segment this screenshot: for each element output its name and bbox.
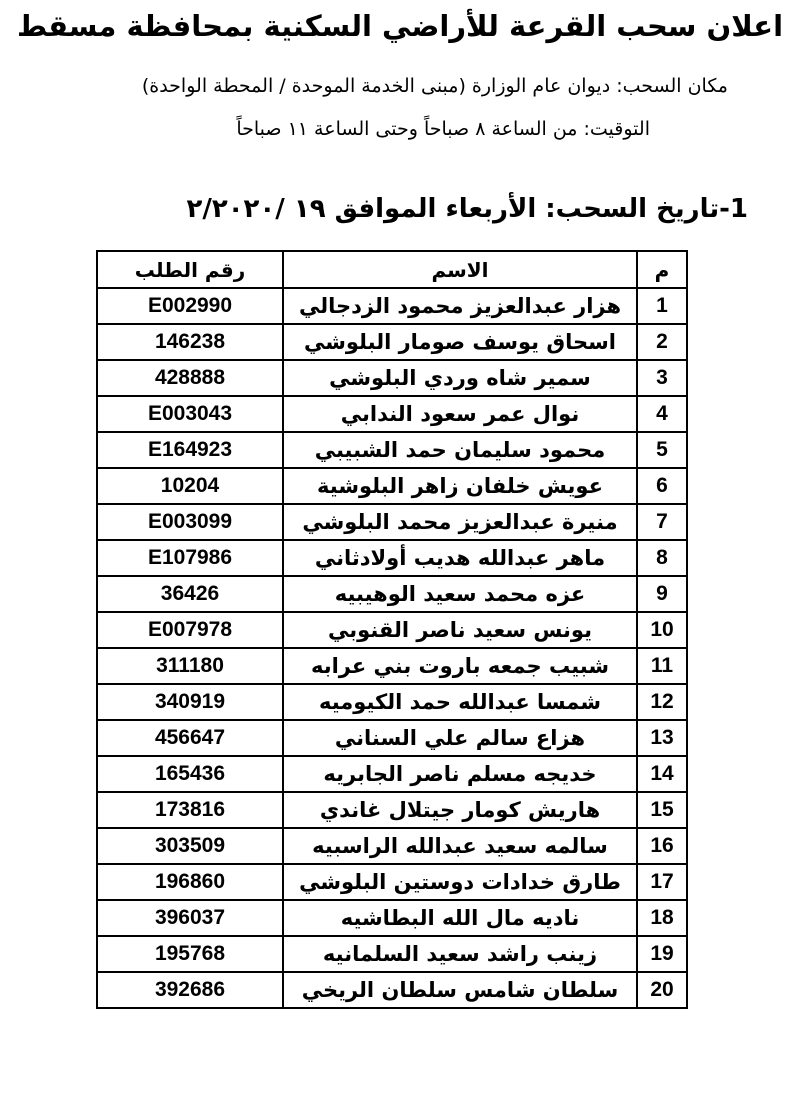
table-row xyxy=(97,540,687,576)
row-number: 1 xyxy=(637,288,687,324)
applicant-name: نوال عمر سعود الندابي xyxy=(283,396,637,432)
row-number: 5 xyxy=(637,432,687,468)
table-row xyxy=(97,792,687,828)
table-row xyxy=(97,360,687,396)
draw-timing: التوقيت: من الساعة ٨ صباحاً وحتى الساعة ١١ صباحاً xyxy=(236,118,650,140)
table-body xyxy=(97,288,687,1008)
applicant-name: سالمه سعيد عبدالله الراسبيه xyxy=(283,828,637,864)
applicant-name: هاريش كومار جيتلال غاندي xyxy=(283,792,637,828)
table-row xyxy=(97,936,687,972)
applicant-name: سلطان شامس سلطان الريخي xyxy=(283,972,637,1008)
applicant-name: منيرة عبدالعزيز محمد البلوشي xyxy=(283,504,637,540)
table-header-row xyxy=(97,251,687,288)
applicant-name: هزاع سالم علي السناني xyxy=(283,720,637,756)
header-name: الاسم xyxy=(283,251,637,288)
row-number: 12 xyxy=(637,684,687,720)
draw-date-heading: 1-تاريخ السحب: الأربعاء الموافق ١٩ /٢/٢٠٢٠ xyxy=(186,194,748,224)
row-number: 7 xyxy=(637,504,687,540)
application-number: 311180 xyxy=(97,648,283,684)
application-number: 10204 xyxy=(97,468,283,504)
table-row xyxy=(97,684,687,720)
applicant-name: خديجه مسلم ناصر الجابريه xyxy=(283,756,637,792)
row-number: 8 xyxy=(637,540,687,576)
table-row xyxy=(97,504,687,540)
applicant-name: سمير شاه وردي البلوشي xyxy=(283,360,637,396)
row-number: 11 xyxy=(637,648,687,684)
table-row xyxy=(97,612,687,648)
applicant-name: شمسا عبدالله حمد الكيوميه xyxy=(283,684,637,720)
applicant-name: عويش خلفان زاهر البلوشية xyxy=(283,468,637,504)
applicant-name: زينب راشد سعيد السلمانيه xyxy=(283,936,637,972)
table-row xyxy=(97,864,687,900)
row-number: 15 xyxy=(637,792,687,828)
row-number: 20 xyxy=(637,972,687,1008)
application-number: 36426 xyxy=(97,576,283,612)
applicant-name: محمود سليمان حمد الشبيبي xyxy=(283,432,637,468)
row-number: 3 xyxy=(637,360,687,396)
table-row xyxy=(97,828,687,864)
row-number: 13 xyxy=(637,720,687,756)
application-number: E003099 xyxy=(97,504,283,540)
table-row xyxy=(97,468,687,504)
application-number: E164923 xyxy=(97,432,283,468)
table-row xyxy=(97,972,687,1008)
application-number: E002990 xyxy=(97,288,283,324)
table-row xyxy=(97,396,687,432)
applicant-name: هزار عبدالعزيز محمود الزدجالي xyxy=(283,288,637,324)
table-row xyxy=(97,900,687,936)
applicant-name: ناديه مال الله البطاشيه xyxy=(283,900,637,936)
row-number: 16 xyxy=(637,828,687,864)
applicant-name: ماهر عبدالله هديب أولادثاني xyxy=(283,540,637,576)
application-number: 165436 xyxy=(97,756,283,792)
table-row xyxy=(97,720,687,756)
application-number: 456647 xyxy=(97,720,283,756)
applicant-name: عزه محمد سعيد الوهيبيه xyxy=(283,576,637,612)
application-number: 196860 xyxy=(97,864,283,900)
table-row xyxy=(97,756,687,792)
application-number: 428888 xyxy=(97,360,283,396)
row-number: 6 xyxy=(637,468,687,504)
application-number: E107986 xyxy=(97,540,283,576)
application-number: 146238 xyxy=(97,324,283,360)
row-number: 14 xyxy=(637,756,687,792)
row-number: 19 xyxy=(637,936,687,972)
application-number: 396037 xyxy=(97,900,283,936)
draw-location: مكان السحب: ديوان عام الوزارة (مبنى الخدمة الموحدة / المحطة الواحدة) xyxy=(141,75,728,97)
table-row xyxy=(97,324,687,360)
application-number: 392686 xyxy=(97,972,283,1008)
applicant-name: طارق خدادات دوستين البلوشي xyxy=(283,864,637,900)
table-row xyxy=(97,576,687,612)
row-number: 9 xyxy=(637,576,687,612)
row-number: 18 xyxy=(637,900,687,936)
application-number: E003043 xyxy=(97,396,283,432)
row-number: 10 xyxy=(637,612,687,648)
application-number: 173816 xyxy=(97,792,283,828)
header-application-number: رقم الطلب xyxy=(97,251,283,288)
applicant-name: شبيب جمعه باروت بني عرابه xyxy=(283,648,637,684)
row-number: 17 xyxy=(637,864,687,900)
table-row xyxy=(97,648,687,684)
table-row xyxy=(97,288,687,324)
applicant-name: اسحاق يوسف صومار البلوشي xyxy=(283,324,637,360)
row-number: 2 xyxy=(637,324,687,360)
applicant-name: يونس سعيد ناصر القنوبي xyxy=(283,612,637,648)
row-number: 4 xyxy=(637,396,687,432)
page-title: اعلان سحب القرعة للأراضي السكنية بمحافظة مسقط xyxy=(16,9,784,43)
header-number: م xyxy=(637,251,687,288)
application-number: E007978 xyxy=(97,612,283,648)
application-number: 195768 xyxy=(97,936,283,972)
draw-results-table xyxy=(96,250,688,1009)
table-row xyxy=(97,432,687,468)
application-number: 303509 xyxy=(97,828,283,864)
application-number: 340919 xyxy=(97,684,283,720)
